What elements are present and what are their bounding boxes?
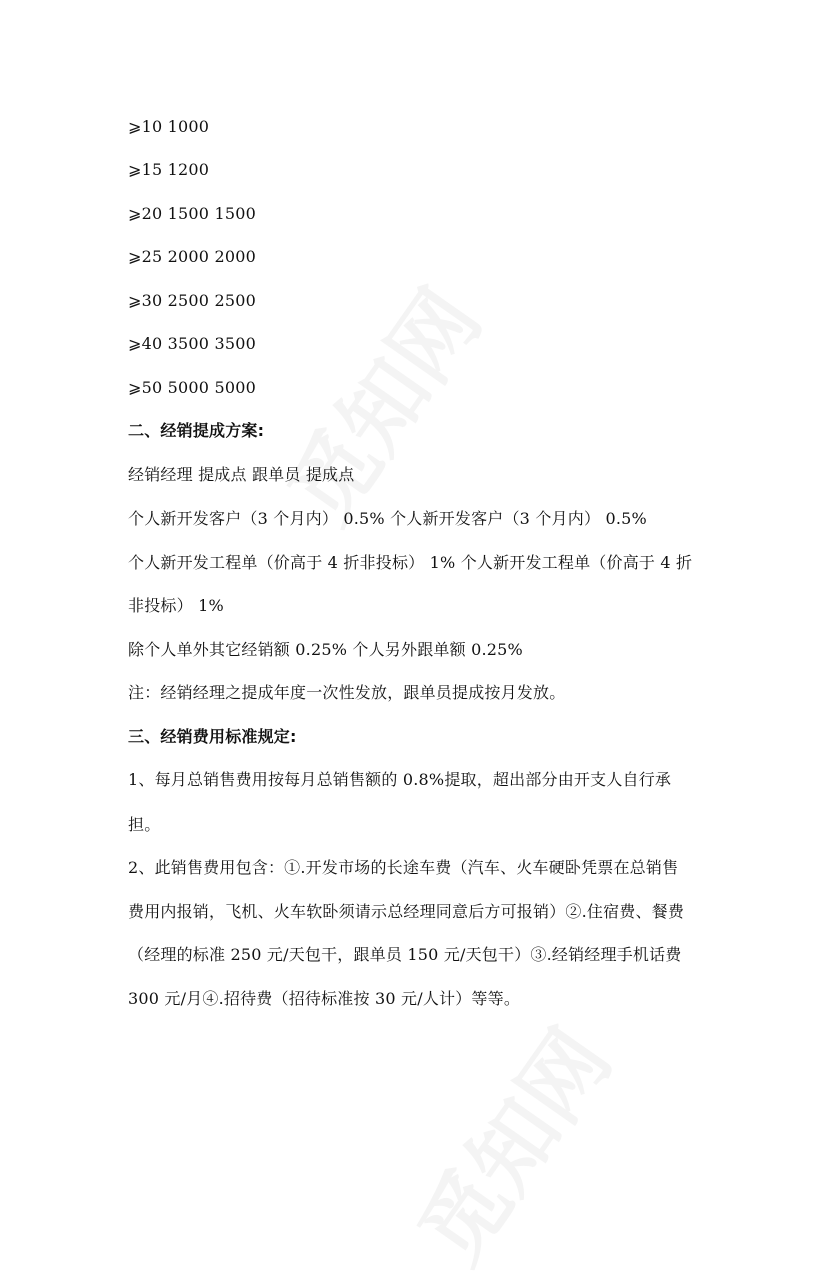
expense-item: 1、每月总销售费用按每月总销售额的 0.8%提取，超出部分由开支人自行承	[128, 770, 672, 789]
expense-item-continued: 费用内报销，飞机、火车软卧须请示总经理同意后方可报销）②.住宿费、餐费	[128, 902, 685, 921]
section-heading: 三、经销费用标准规定:	[128, 727, 297, 746]
expense-item-continued: 担。	[128, 815, 161, 834]
tier-line: ⩾10 1000	[128, 117, 210, 136]
commission-note: 注：经销经理之提成年度一次性发放，跟单员提成按月发放。	[128, 683, 566, 702]
tier-line: ⩾30 2500 2500	[128, 291, 256, 310]
tier-line: ⩾25 2000 2000	[128, 247, 256, 266]
tier-line: ⩾15 1200	[128, 160, 210, 179]
commission-row: 个人新开发客户（3 个月内） 0.5% 个人新开发客户（3 个月内） 0.5%	[128, 509, 647, 528]
watermark	[384, 1001, 634, 1283]
tier-line: ⩾50 5000 5000	[128, 378, 256, 397]
watermark	[254, 261, 504, 543]
section-heading: 二、经销提成方案:	[128, 421, 265, 440]
expense-item-continued: （经理的标准 250 元/天包干，跟单员 150 元/天包干）③.经销经理手机话费	[128, 945, 682, 964]
commission-row: 除个人单外其它经销额 0.25% 个人另外跟单额 0.25%	[128, 640, 523, 659]
commission-row: 个人新开发工程单（价高于 4 折非投标） 1% 个人新开发工程单（价高于 4 折	[128, 553, 693, 572]
commission-row-continued: 非投标） 1%	[128, 596, 224, 615]
expense-item: 2、此销售费用包含：①.开发市场的长途车费（汽车、火车硬卧凭票在总销售	[128, 858, 679, 877]
tier-line: ⩾40 3500 3500	[128, 334, 256, 353]
expense-item-continued: 300 元/月④.招待费（招待标准按 30 元/人计）等等。	[128, 989, 521, 1008]
commission-header-row: 经销经理 提成点 跟单员 提成点	[128, 465, 355, 484]
tier-line: ⩾20 1500 1500	[128, 204, 256, 223]
